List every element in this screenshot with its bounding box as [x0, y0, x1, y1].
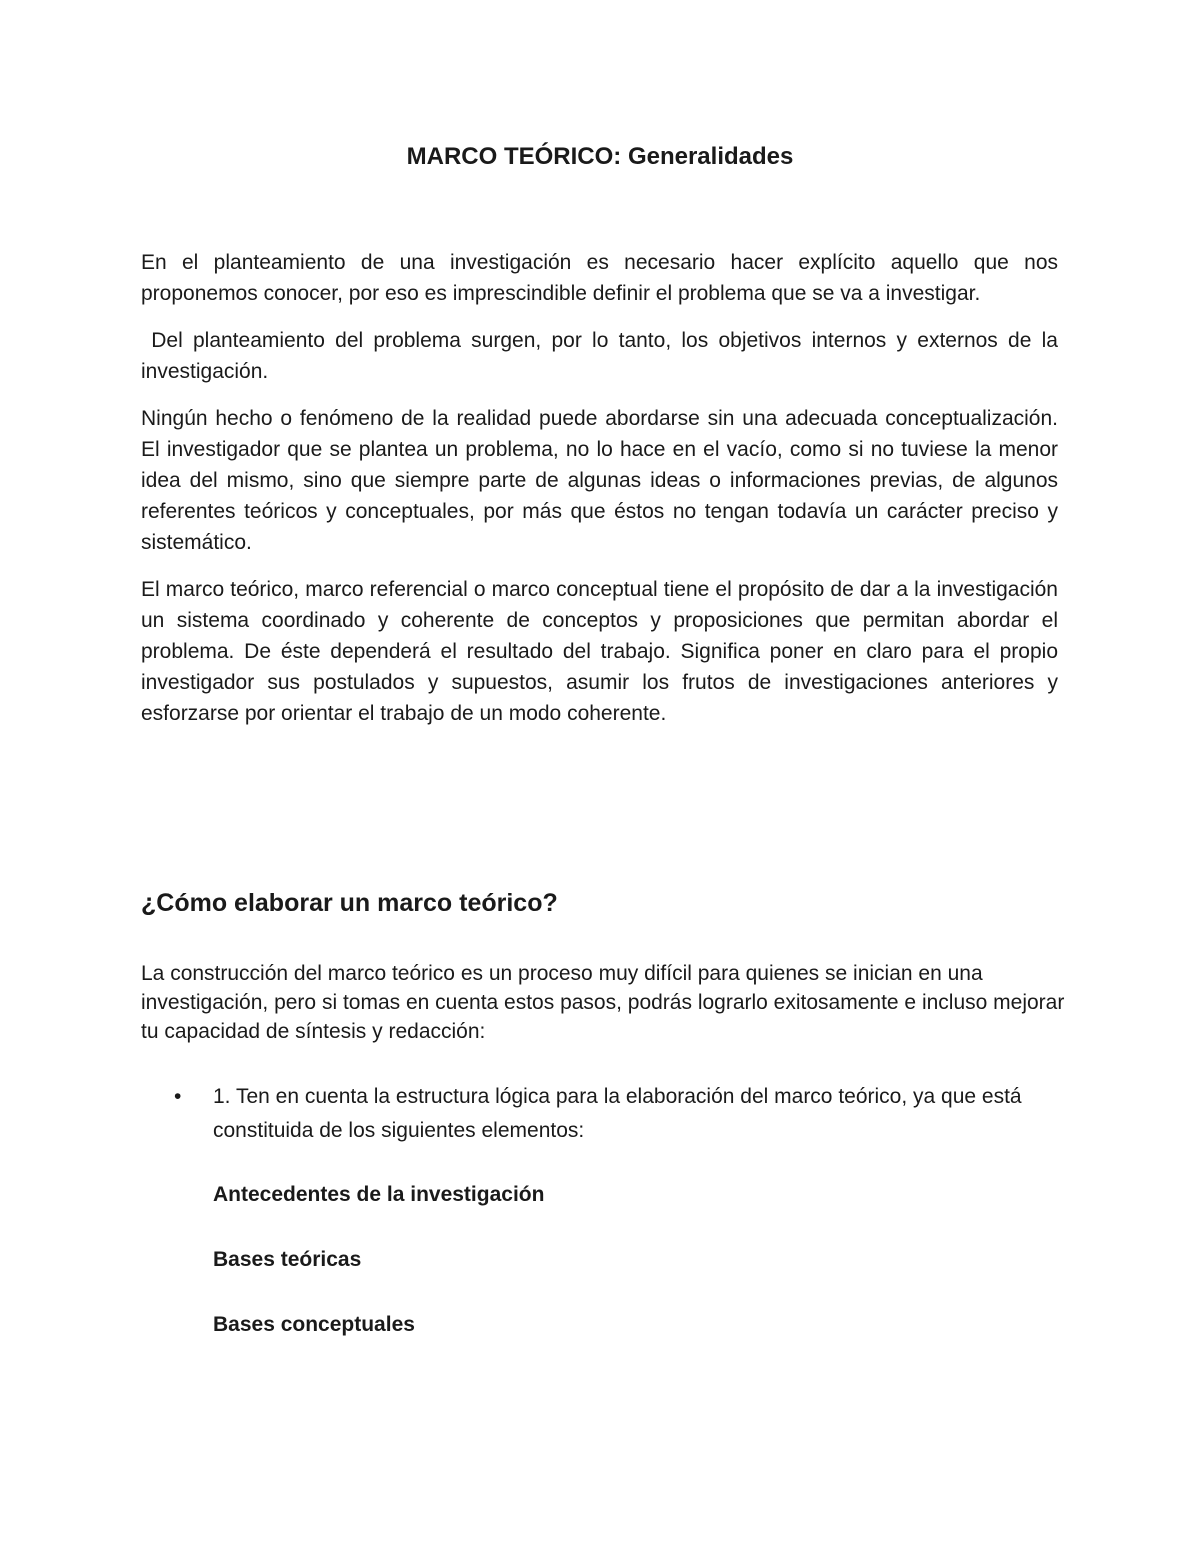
section-heading: ¿Cómo elaborar un marco teórico?: [141, 889, 558, 917]
intro-section: [141, 247, 1064, 745]
paragraph: Del planteamiento del problema surgen, por lo tanto, los objetivos internos y externos de la investigación.: [141, 329, 1064, 383]
element-item: Antecedentes de la investigación: [213, 1183, 545, 1206]
document-title: MARCO TEÓRICO: Generalidades: [406, 143, 794, 170]
bullet-icon: •: [174, 1085, 182, 1108]
paragraph: El marco teórico, marco referencial o marco conceptual tiene el propósito de dar a la investigación un sistema coordinado y coherente de conceptos y proposiciones que permitan abordar el problema. De éste dependerá el resultado del trabajo. Significa poner en claro para el propio investigador sus postulados y supuestos, asumir los frutos de investigaciones anteriores y esforzarse por orientar el trabajo de un modo coherente.: [141, 578, 1058, 725]
element-item: Bases conceptuales: [213, 1313, 415, 1336]
paragraph: En el planteamiento de una investigación es necesario hacer explícito aquello que nos proponemos conocer, por eso es imprescindible definir el problema que se va a investigar.: [141, 251, 1058, 305]
elements-list: [213, 1178, 1061, 1342]
element-item: Bases teóricas: [213, 1248, 362, 1271]
list-item: [141, 1080, 1061, 1342]
paragraph: Ningún hecho o fenómeno de la realidad puede abordarse sin una adecuada conceptualización. El investigador que se plantea un problema, no lo hace en el vacío, como si no tuviese la menor idea del mismo, sino que siempre parte de algunas ideas o informaciones previas, de algunos referentes teóricos y conceptuales, por más que éstos no tengan todavía un carácter preciso y sistemático.: [141, 407, 1058, 554]
step-text: 1. Ten en cuenta la estructura lógica para la elaboración del marco teórico, ya que está constituida de los siguientes elementos:: [213, 1085, 1022, 1142]
steps-list: [141, 1080, 1061, 1373]
section-intro: La construcción del marco teórico es un proceso muy difícil para quienes se inician en una investigación, pero si tomas en cuenta estos pasos, podrás lograrlo exitosamente e incluso mejorar tu capacidad de síntesis y redacción:: [141, 962, 1065, 1043]
